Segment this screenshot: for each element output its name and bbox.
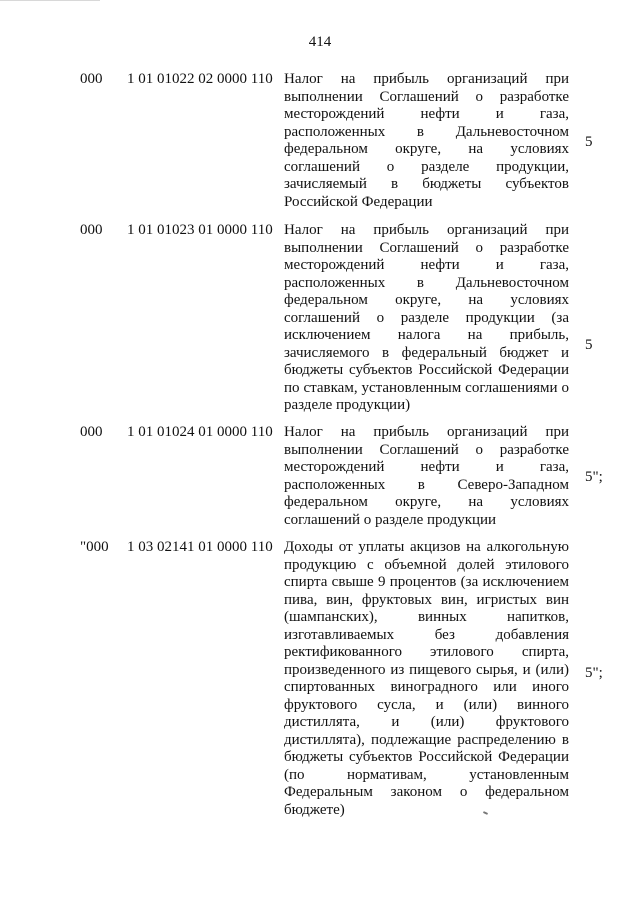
admin-code: 000 — [80, 71, 103, 87]
revenue-name: Налог на прибыль организаций при выполнении Соглашений о разработке месторождений нефти и газа, расположенных в Дальневосточном федеральном округе, на условиях соглашений о разделе продукции, зачисляемый в бюджеты субъектов Российской Федерации — [284, 71, 569, 210]
admin-code: 000 — [80, 222, 103, 238]
budget-code: 1 01 01023 01 0000 110 — [127, 222, 273, 238]
admin-code: "000 — [80, 539, 109, 555]
norm-value: 5"; — [585, 469, 603, 485]
norm-value: 5 — [585, 337, 593, 353]
revenue-name: Налог на прибыль организаций при выполнении Соглашений о разработке месторождений нефти и газа, расположенных в Дальневосточном федеральном округе, на условиях соглашений о разделе продукции (за исключением налога на прибыль, зачисляемого в федеральный бюджет и бюджеты субъектов Российской Федерации по ставкам, установленным соглашениями о разделе продукции) — [284, 222, 569, 413]
norm-value: 5 — [585, 134, 593, 150]
norm-value: 5"; — [585, 665, 603, 681]
revenue-name: Налог на прибыль организаций при выполнении Соглашений о разработке месторождений нефти и газа, расположенных в Северо-Западном федеральном округе, на условиях соглашений о разделе продукции — [284, 424, 569, 528]
budget-code: 1 01 01024 01 0000 110 — [127, 424, 273, 440]
budget-code: 1 03 02141 01 0000 110 — [127, 539, 273, 555]
admin-code: 000 — [80, 424, 103, 440]
budget-code: 1 01 01022 02 0000 110 — [127, 71, 273, 87]
page-number: 414 — [308, 34, 332, 50]
revenue-name: Доходы от уплаты акцизов на алкогольную продукцию с объемной долей этилового спирта свыше 9 процентов (за исключением пива, вин, фруктовых вин, игристых вин (шампанских), винных напитков, изготавливаемых без добавления ректификованного этилового спирта, произведенного из пищевого сырья, и (или) спиртованных виноградного или иного фруктового сусла, и (или) винного дистиллята, и (или) фруктового дистиллята), подлежащие распределению в бюджеты субъектов Российской Федерации (по нормативам, установленным Федеральным законом о федеральном бюджете) — [284, 539, 569, 818]
scan-edge-line — [0, 0, 100, 1]
